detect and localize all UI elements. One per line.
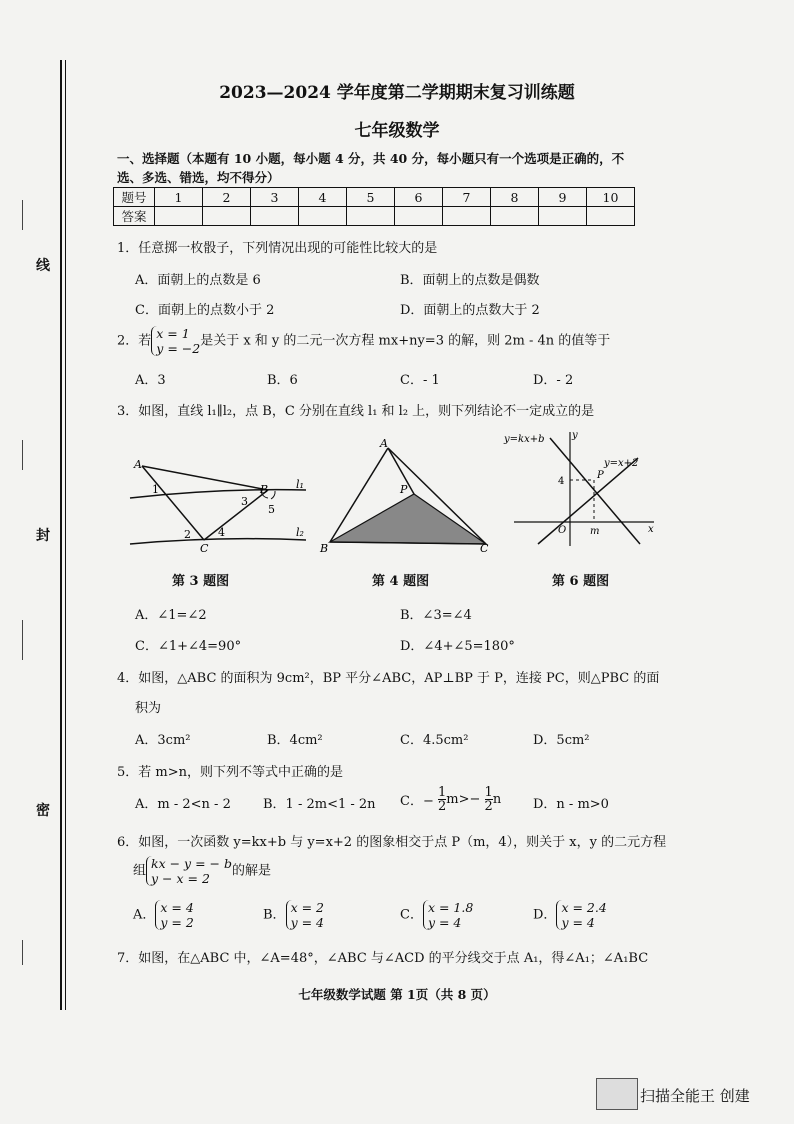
q1-option-b: B．面朝上的点数是偶数 — [400, 273, 540, 288]
margin-dash — [22, 440, 23, 470]
answer-cell[interactable] — [443, 207, 491, 226]
fig6-label-o: O — [558, 525, 567, 536]
table-cell-number: 1 — [155, 188, 203, 207]
fig3-label-a: A — [134, 458, 142, 471]
margin-dash — [22, 200, 23, 230]
table-header-label: 题号 — [114, 188, 155, 207]
margin-dash — [22, 620, 23, 660]
q6-d-line2: y = 4 — [561, 915, 595, 930]
margin-dash — [22, 940, 23, 965]
q2-option-a: A．3 — [135, 373, 166, 388]
scanner-logo-icon — [596, 1078, 638, 1110]
q1-option-c: C．面朝上的点数小于 2 — [135, 303, 275, 318]
q5-stem: 5．若 m>n，则下列不等式中正确的是 — [117, 765, 343, 780]
q1-option-a: A．面朝上的点数是 6 — [135, 273, 261, 288]
answer-cell[interactable] — [251, 207, 299, 226]
side-label-mi: 密 — [36, 803, 50, 819]
figure-3 — [128, 450, 318, 560]
q6-option-a — [133, 900, 194, 930]
q6-b-label: B． — [263, 907, 286, 923]
fig3-label-3: 3 — [241, 495, 248, 508]
q3-option-c: C．∠1+∠4=90° — [135, 639, 242, 654]
q6-d-label: D． — [533, 907, 557, 923]
q5-option-c — [400, 786, 501, 813]
q2-system — [151, 326, 200, 356]
q5-c-mid: m>− — [446, 792, 481, 807]
table-cell-number: 7 — [443, 188, 491, 207]
q6-sys-line1: kx − y = − b — [151, 856, 232, 871]
fig6-label-p: P — [597, 470, 604, 481]
q5-c-post: n — [492, 792, 502, 807]
q3-option-b: B．∠3=∠4 — [400, 608, 472, 623]
figure-3-caption: 第 3 题图 — [172, 574, 230, 589]
figure-4-caption: 第 4 题图 — [372, 574, 430, 589]
q2-stem-text: 是关于 x 和 y 的二元一次方程 mx+ny=3 的解，则 2m - 4n 的值等于 — [200, 333, 611, 349]
table-row — [114, 207, 635, 226]
section-heading: 一、选择题（本题有 10 小题，每小题 4 分，共 40 分，每小题只有一个选项是正确的，不 — [117, 151, 625, 166]
side-label-xian: 线 — [36, 258, 50, 274]
answer-table — [113, 187, 635, 226]
q3-option-d: D．∠4+∠5=180° — [400, 639, 515, 654]
answer-cell[interactable] — [203, 207, 251, 226]
fig6-label-line1: y=kx+b — [504, 434, 545, 445]
q6-a-system — [155, 900, 193, 930]
fig3-label-l2: l₂ — [296, 526, 304, 539]
q2-option-c: C．- 1 — [400, 373, 440, 388]
q4-stem: 4．如图，△ABC 的面积为 9cm²，BP 平分∠ABC，AP⊥BP 于 P，连接 PC，则△PBC 的面 — [117, 671, 660, 686]
answer-cell[interactable] — [155, 207, 203, 226]
q6-b-line2: y = 4 — [290, 915, 324, 930]
fig3-label-b: B — [260, 483, 269, 496]
q6-c-system — [423, 900, 473, 930]
fig4-label-b: B — [320, 542, 329, 555]
fig6-label-x: x — [648, 524, 654, 535]
q6-d-system — [556, 900, 606, 930]
answer-cell[interactable] — [539, 207, 587, 226]
fig3-label-c: C — [200, 542, 209, 555]
q6-option-b — [263, 900, 324, 930]
q2-option-b: B．6 — [267, 373, 298, 388]
q6-c-line2: y = 4 — [427, 915, 462, 930]
q3-stem: 3．如图，直线 l₁∥l₂，点 B，C 分别在直线 l₁ 和 l₂ 上，则下列结论不一定成立的是 — [117, 404, 595, 419]
q3-option-a: A．∠1=∠2 — [135, 608, 207, 623]
fig3-label-5: 5 — [268, 503, 275, 516]
q5-option-d: D．n - m>0 — [533, 797, 609, 812]
fig3-label-l1: l₁ — [296, 478, 304, 491]
table-cell-number: 3 — [251, 188, 299, 207]
q6-prefix: 组 — [133, 863, 147, 879]
fig3-label-4: 4 — [218, 526, 225, 539]
section-heading-cont: 选、多选、错选，均不得分） — [117, 170, 280, 185]
binding-line-inner — [65, 60, 66, 1010]
q6-a-line2: y = 2 — [160, 915, 194, 930]
q2-option-d: D．- 2 — [533, 373, 574, 388]
q1-stem: 1．任意掷一枚骰子，下列情况出现的可能性比较大的是 — [117, 241, 438, 256]
q4-option-a: A．3cm² — [135, 733, 191, 748]
q4-option-d: D．5cm² — [533, 733, 590, 748]
q6-a-label: A． — [133, 907, 156, 923]
answer-cell[interactable] — [587, 207, 635, 226]
fig6-label-line2: y=x+2 — [604, 458, 639, 469]
q6-option-d — [533, 900, 607, 930]
fig6-label-y: y — [572, 430, 578, 441]
q5-c-den2: 2 — [484, 799, 493, 814]
q6-stem: 6．如图，一次函数 y=kx+b 与 y=x+2 的图象相交于点 P（m，4），则关于 x，y 的二元方程 — [117, 835, 667, 850]
table-cell-number: 10 — [587, 188, 635, 207]
q5-option-b: B．1 - 2m<1 - 2n — [263, 797, 376, 812]
q6-system — [146, 856, 232, 886]
q2-prefix: 2．若 — [117, 333, 152, 349]
table-cell-number: 8 — [491, 188, 539, 207]
table-answer-label: 答案 — [114, 207, 155, 226]
q6-stem-cont — [133, 856, 271, 886]
fig6-label-m: m — [590, 526, 600, 537]
q5-c-den1: 2 — [437, 799, 447, 814]
q6-c-line1: x = 1.8 — [427, 900, 474, 915]
exam-title: 2023—2024 学年度第二学期期末复习训练题 — [219, 83, 575, 103]
table-cell-number: 6 — [395, 188, 443, 207]
table-cell-number: 2 — [203, 188, 251, 207]
fig4-label-p: P — [400, 483, 408, 496]
q2-sys-line1: x = 1 — [156, 326, 190, 341]
q5-option-a: A．m - 2<n - 2 — [135, 797, 231, 812]
q6-b-line1: x = 2 — [290, 900, 324, 915]
answer-cell[interactable] — [347, 207, 395, 226]
binding-line-outer — [60, 60, 62, 1010]
page-footer: 七年级数学试题 第 1页（共 8 页） — [298, 987, 496, 1002]
q2-sys-line2: y = −2 — [156, 341, 201, 356]
q5-c-prefix: C．− — [400, 794, 434, 809]
fig4-label-a: A — [380, 437, 388, 450]
q6-suffix: 的解是 — [232, 863, 272, 879]
q5-c-num1: 1 — [437, 785, 447, 800]
table-cell-number: 4 — [299, 188, 347, 207]
q6-c-label: C． — [400, 907, 423, 923]
fig6-label-4: 4 — [558, 476, 565, 487]
table-row — [114, 188, 635, 207]
table-cell-number: 9 — [539, 188, 587, 207]
answer-cell[interactable] — [491, 207, 539, 226]
fig4-label-c: C — [480, 542, 489, 555]
scanner-watermark: 扫描全能王 创建 — [640, 1087, 750, 1105]
answer-cell[interactable] — [395, 207, 443, 226]
q6-b-system — [286, 900, 324, 930]
q4-stem-cont: 积为 — [135, 701, 162, 716]
q4-option-c: C．4.5cm² — [400, 733, 469, 748]
side-label-feng: 封 — [36, 528, 50, 544]
q4-option-b: B．4cm² — [267, 733, 323, 748]
table-cell-number: 5 — [347, 188, 395, 207]
q5-c-num2: 1 — [484, 785, 493, 800]
q2-stem — [117, 326, 610, 356]
q5-c-fraction2 — [485, 786, 493, 813]
fig3-label-2: 2 — [184, 528, 191, 541]
fig3-label-1: 1 — [152, 483, 159, 496]
q6-d-line1: x = 2.4 — [561, 900, 607, 915]
figure-6-caption: 第 6 题图 — [552, 574, 610, 589]
answer-cell[interactable] — [299, 207, 347, 226]
figure-6 — [500, 428, 660, 552]
q6-a-line1: x = 4 — [160, 900, 194, 915]
q7-stem: 7．如图，在△ABC 中，∠A=48°，∠ABC 与∠ACD 的平分线交于点 A₁，得∠A₁；∠A₁BC — [117, 951, 649, 966]
q1-option-d: D．面朝上的点数大于 2 — [400, 303, 540, 318]
figure-4 — [318, 436, 494, 556]
exam-subtitle: 七年级数学 — [354, 121, 440, 141]
q6-option-c — [400, 900, 473, 930]
q6-sys-line2: y − x = 2 — [151, 871, 210, 886]
